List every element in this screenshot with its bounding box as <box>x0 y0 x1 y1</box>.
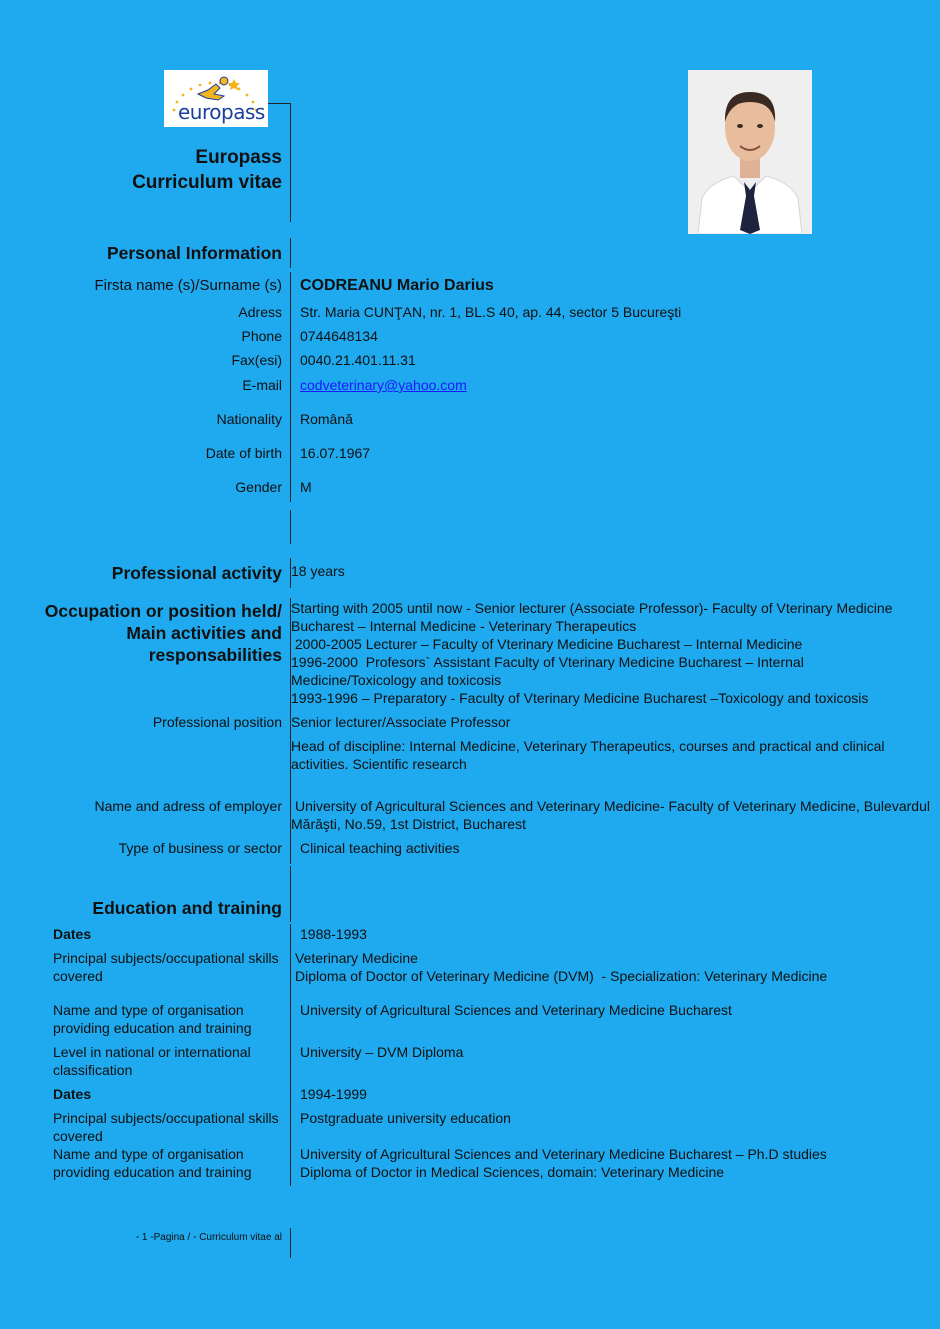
cv-title-line2: Curriculum vitae <box>132 172 282 193</box>
professional-activity-heading: Professional activity <box>111 563 282 583</box>
phone-value: 0744648134 <box>300 328 378 344</box>
entry1-dates: 1988-1993 <box>300 926 367 942</box>
page-footer: - 1 -Pagina / - Curriculum vitae al <box>135 1232 282 1243</box>
org-label-line1: Name and type of organisation <box>53 1002 244 1018</box>
email-label: E-mail <box>242 377 282 393</box>
employer-label: Name and adress of employer <box>94 798 282 814</box>
sector-label: Type of business or sector <box>118 840 282 856</box>
subjects-label-line2: covered <box>53 968 103 984</box>
column-rule <box>290 1228 291 1258</box>
entry1-subjects-line1: Veterinary Medicine <box>295 950 418 966</box>
address-value: Str. Maria CUNŢAN, nr. 1, BL.S 40, ap. 44, sector 5 Bucureşti <box>300 304 682 320</box>
occupation-line: 1993-1996 – Preparatory - Faculty of Vterinary Medicine Bucharest –Toxicology and toxicosis <box>291 690 869 706</box>
fax-label: Fax(esi) <box>231 352 282 368</box>
head-of-discipline-line: Head of discipline: Internal Medicine, Veterinary Therapeutics, courses and practical and clinical <box>291 738 885 754</box>
entry1-level: University – DVM Diploma <box>300 1044 464 1060</box>
org-label-line1: Name and type of organisation <box>53 1146 244 1162</box>
occupation-label-line1: Occupation or position held/ <box>44 601 282 621</box>
europass-logo <box>164 70 268 127</box>
education-heading: Education and training <box>92 898 282 918</box>
occupation-label-line3: responsabilities <box>148 645 282 665</box>
subjects-label-line2: covered <box>53 1128 103 1144</box>
dob-value: 16.07.1967 <box>300 445 371 461</box>
dob-label: Date of birth <box>205 445 282 461</box>
column-rule <box>290 866 291 922</box>
nationality-value: Română <box>300 411 353 427</box>
gender-label: Gender <box>235 479 282 495</box>
sector-value: Clinical teaching activities <box>300 840 460 856</box>
entry1-subjects-line2: Diploma of Doctor of Veterinary Medicine (DVM) - Specialization: Veterinary Medicine <box>295 968 828 984</box>
level-label-line2: classification <box>53 1062 133 1078</box>
phone-label: Phone <box>241 328 282 344</box>
entry2-org-line1: University of Agricultural Sciences and Veterinary Medicine Bucharest – Ph.D studies <box>300 1146 827 1162</box>
occupation-line: 1996-2000 Profesors` Assistant Faculty of Vterinary Medicine Bucharest – Internal <box>291 654 804 670</box>
occupation-line: Medicine/Toxicology and toxicosis <box>291 672 502 688</box>
nationality-label: Nationality <box>216 411 282 427</box>
subjects-label-line1: Principal subjects/occupational skills <box>53 1110 279 1126</box>
address-label: Adress <box>238 304 282 320</box>
employer-line: Mărăşti, No.59, 1st District, Bucharest <box>291 816 526 832</box>
entry2-org-line2: Diploma of Doctor in Medical Sciences, domain: Veterinary Medicine <box>300 1164 725 1180</box>
dates-label: Dates <box>53 1086 92 1102</box>
email-link[interactable]: codveterinary@yahoo.com <box>300 377 467 393</box>
occupation-label-line2: Main activities and <box>126 623 282 643</box>
org-label-line2: providing education and training <box>53 1164 252 1180</box>
person-photo-icon <box>688 70 812 234</box>
column-rule <box>290 510 291 544</box>
column-rule <box>290 238 291 268</box>
level-label-line1: Level in national or international <box>53 1044 251 1060</box>
column-rule <box>290 272 291 502</box>
gender-value: M <box>300 479 312 495</box>
occupation-line: 2000-2005 Lecturer – Faculty of Vterinary Medicine Bucharest – Internal Medicine <box>291 636 803 652</box>
org-label-line2: providing education and training <box>53 1020 252 1036</box>
cv-title-line1: Europass <box>195 147 282 168</box>
column-rule <box>290 924 291 1186</box>
name-label: Firsta name (s)/Surname (s) <box>94 277 282 294</box>
entry2-dates: 1994-1999 <box>300 1086 367 1102</box>
employer-line: University of Agricultural Sciences and Veterinary Medicine- Faculty of Veterinary Medicine, Bulevardul <box>295 798 930 814</box>
personal-info-heading: Personal Information <box>106 243 282 263</box>
name-value: CODREANU Mario Darius <box>300 277 494 294</box>
occupation-line: Bucharest – Internal Medicine - Veterinary Therapeutics <box>291 618 637 634</box>
logo-rule <box>268 103 291 104</box>
subjects-label-line1: Principal subjects/occupational skills <box>53 950 279 966</box>
column-rule <box>290 103 291 222</box>
head-of-discipline-line: activities. Scientific research <box>291 756 467 772</box>
profile-photo <box>688 70 812 234</box>
occupation-line: Starting with 2005 until now - Senior lecturer (Associate Professor)- Faculty of Vterinary Medicine <box>291 600 893 616</box>
entry2-subjects: Postgraduate university education <box>300 1110 511 1126</box>
position-value: Senior lecturer/Associate Professor <box>291 714 511 730</box>
professional-years: 18 years <box>291 563 345 579</box>
entry1-org: University of Agricultural Sciences and Veterinary Medicine Bucharest <box>300 1002 732 1018</box>
fax-value: 0040.21.401.11.31 <box>300 352 416 368</box>
position-label: Professional position <box>152 714 282 730</box>
dates-label: Dates <box>53 926 92 942</box>
logo-text: europass <box>178 100 265 124</box>
